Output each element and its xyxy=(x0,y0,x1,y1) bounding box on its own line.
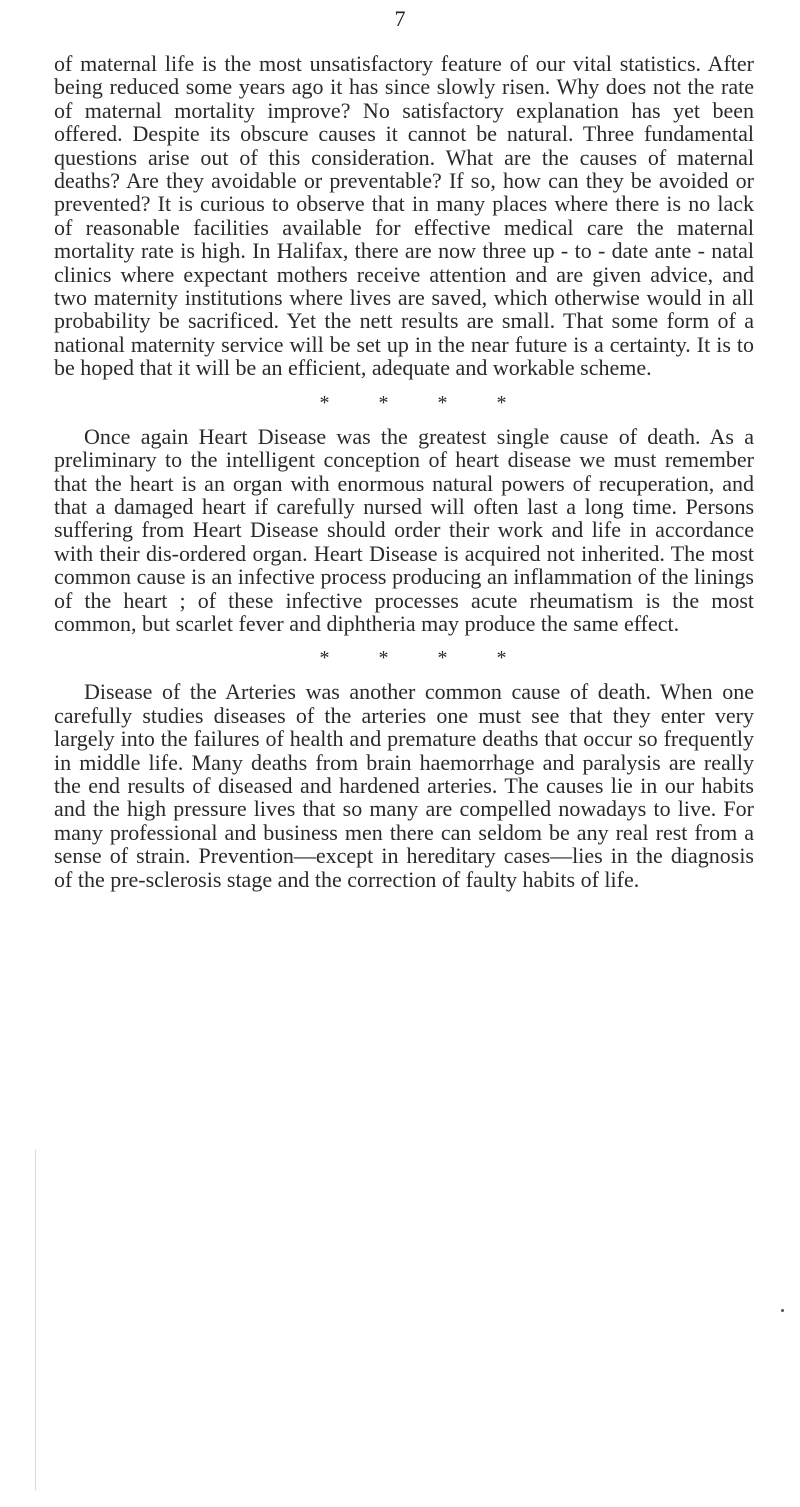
scan-margin-line xyxy=(35,1150,36,1490)
page-number: 7 xyxy=(394,6,406,31)
section-separator: * * * * xyxy=(319,647,529,670)
paragraph-arterial-disease: Disease of the Arteries was another common cause of death. When one carefully studies diseases of the arteries one must see that they enter very largely into the failures of health and premature deaths that occur so frequently in middle life. Many deaths from brain haemorrhage and paralysis are really the end results of diseased and hardened arteries. The causes lie in our habits and the high pressure lives that so many are compelled nowadays to live. For many professional and business men there can seldom be any real rest from a sense of strain. Prevention—except in hereditary cases—lies in the diagnosis of the pre-sclerosis stage and the correction of faulty habits of life. xyxy=(54,679,754,892)
paragraph-heart-disease: Once again Heart Disease was the greatest single cause of death. As a preliminary to the intelligent conception of heart disease we must remember that the heart is an organ with enormous natural powers of recuperation, and that a damaged heart if carefully nursed will often last a long time. Persons suffering from Heart Disease should order their work and life in accordance with their dis-ordered organ. Heart Disease is acquired not inherited. The most common cause is an infective process producing an inflammation of the linings of the heart ; of these infective processes acute rheumatism is the most common, but scarlet fever and diphtheria may produce the same effect. xyxy=(54,423,754,636)
paragraph-maternal-mortality: of maternal life is the most unsatisfactory feature of our vital statistics. After being reduced some years ago it has since slowly risen. Why does not the rate of maternal mortality improve? No satisfactory explanation has yet been offered. Despite its obscure causes it cannot be natural. Three fundamental questions arise out of this consideration. What are the causes of maternal deaths? Are they avoidable or preventable? If so, how can they be avoided or prevented? It is curious to observe that in many places where there is no lack of reasonable facilities available for effective medical care the maternal mortality rate is high. In Halifax, there are now three up - to - date ante - natal clinics where expectant mothers receive attention and are given advice, and two maternity institutions where lives are saved, which otherwise would in all probability be sacrificed. Yet the nett results are small. That some form of a national maternity service will be set up in the near future is a certainty. It is to be hoped that it will be an efficient, adequate and workable scheme. xyxy=(54,51,754,381)
scan-speck xyxy=(781,1309,784,1312)
section-separator: * * * * xyxy=(319,391,529,414)
body-text xyxy=(54,52,754,891)
